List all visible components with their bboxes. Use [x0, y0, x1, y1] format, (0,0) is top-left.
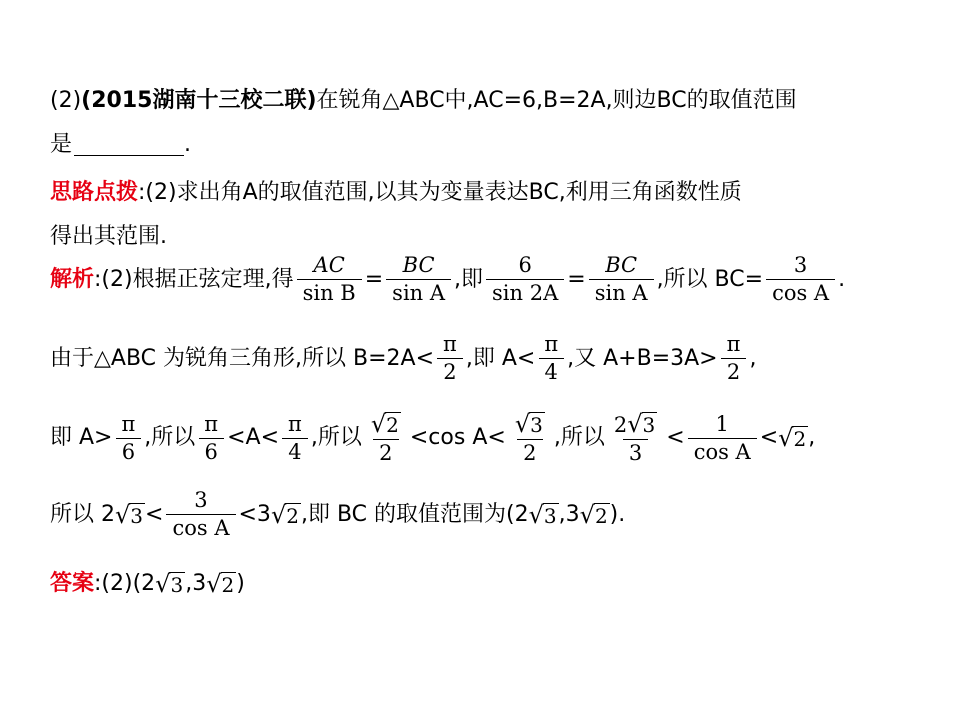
- sqrt-symbol: √ 3: [155, 570, 184, 598]
- fraction-pi-over-6-b: $\frac{\pi}{6}$: [198, 414, 224, 463]
- fraction-sqrt2-over-2: √ 2 2: [370, 410, 399, 465]
- sqrt-symbol: √ 3: [514, 410, 543, 438]
- question-line-1: [50, 90, 920, 112]
- hint-line-1: [50, 182, 920, 204]
- question-prefix: (2): [50, 88, 82, 113]
- analysis-text: ,所以: [553, 425, 605, 450]
- fraction-bc-over-sina-2: $\frac{BC}{\text{sin A}}$: [589, 255, 654, 304]
- question-text-cont: 是: [50, 132, 73, 157]
- question-line-2: [50, 134, 920, 156]
- sqrt-symbol: √ 3: [528, 500, 557, 529]
- analysis-text: <A<: [227, 425, 280, 450]
- analysis-text: <cos A<: [409, 425, 506, 450]
- fraction-pi-over-2-b: $\frac{\pi}{2}$: [721, 334, 747, 383]
- answer-text: ,3: [185, 571, 207, 596]
- hint-line-2: [50, 226, 920, 248]
- fraction-sqrt3-over-2: √ 3 2: [514, 410, 543, 465]
- analysis-text: ,所以: [310, 425, 362, 450]
- analysis-text: <: [666, 425, 685, 450]
- analysis-text: ,所以: [144, 425, 196, 450]
- sqrt-symbol: √ 2: [206, 570, 235, 598]
- answer-blank: [74, 135, 184, 156]
- analysis-label: 解析: [50, 266, 95, 292]
- answer-text: ): [236, 571, 245, 596]
- sqrt-symbol: √ 2: [270, 500, 299, 529]
- analysis-text: 即 A>: [50, 425, 113, 450]
- analysis-text: ,即 BC 的取值范围为(2: [300, 501, 529, 527]
- analysis-text: ).: [609, 501, 626, 527]
- sqrt-symbol: √ 2: [579, 500, 608, 529]
- analysis-text: <3: [238, 501, 271, 527]
- fraction-pi-over-4-b: $\frac{\pi}{4}$: [282, 414, 308, 463]
- hint-text-cont: 得出其范围.: [50, 224, 167, 249]
- analysis-line-4: [50, 490, 920, 539]
- question-source: (2015湖南十三校二联): [81, 88, 317, 113]
- hint-label: 思路点拨: [50, 180, 139, 205]
- fraction-pi-over-2: $\frac{\pi}{2}$: [437, 334, 463, 383]
- analysis-text: <: [759, 425, 779, 450]
- analysis-text: 由于△ABC 为锐角三角形,所以 B=2A<: [50, 345, 435, 371]
- fraction-bc-over-sina: $\frac{BC}{\text{sin A}}$: [386, 255, 451, 304]
- analysis-text: ,又 A+B=3A>: [567, 345, 718, 371]
- analysis-text: ,3: [558, 501, 580, 527]
- sqrt-symbol: √ 2: [778, 424, 807, 452]
- analysis-text: ,所以 BC=: [656, 266, 764, 292]
- analysis-text: .: [838, 266, 846, 292]
- equals-sign: =: [567, 266, 586, 292]
- analysis-text: ,: [749, 345, 757, 371]
- analysis-line-2: [50, 334, 920, 383]
- answer-line: [50, 572, 920, 596]
- answer-text: :(2)(2: [94, 571, 156, 596]
- fraction-pi-over-6: $\frac{\pi}{6}$: [115, 414, 141, 463]
- hint-text: :(2)求出角A的取值范围,以其为变量表达BC,利用三角函数性质: [138, 180, 742, 205]
- answer-label: 答案: [50, 571, 95, 596]
- question-end: .: [184, 132, 192, 157]
- fraction-1-over-cosa: $\frac{1}{\text{cos A}}$: [688, 414, 757, 463]
- analysis-text: 所以 2: [50, 501, 115, 527]
- analysis-text: :(2)根据正弦定理,得: [94, 266, 294, 292]
- fraction-pi-over-4: $\frac{\pi}{4}$: [538, 334, 564, 383]
- sqrt-symbol: √ 2: [370, 410, 399, 438]
- sqrt-symbol: √ 3: [627, 410, 656, 438]
- fraction-3-over-cosa: $\frac{3}{\text{cos A}}$: [766, 255, 835, 304]
- fraction-2sqrt3-over-3: 2 √ 3 3: [613, 410, 656, 465]
- question-text: 在锐角△ABC中,AC=6,B=2A,则边BC的取值范围: [316, 88, 797, 113]
- analysis-text: ,: [808, 425, 816, 450]
- fraction-ac-over-sinb: $\frac{AC}{\text{sin B}}$: [297, 255, 362, 304]
- sqrt-symbol: √ 3: [115, 500, 144, 529]
- analysis-line-3: [50, 412, 920, 464]
- analysis-text: ,即: [454, 266, 484, 292]
- analysis-text: <: [145, 501, 164, 527]
- fraction-6-over-sin2a: $\frac{6}{\sin 2A}$: [486, 255, 564, 304]
- analysis-line-1: [50, 255, 920, 304]
- analysis-text: ,即 A<: [465, 345, 536, 371]
- fraction-3-over-cosa-b: $\frac{3}{\text{cos A}}$: [166, 490, 235, 539]
- equals-sign: =: [364, 266, 384, 292]
